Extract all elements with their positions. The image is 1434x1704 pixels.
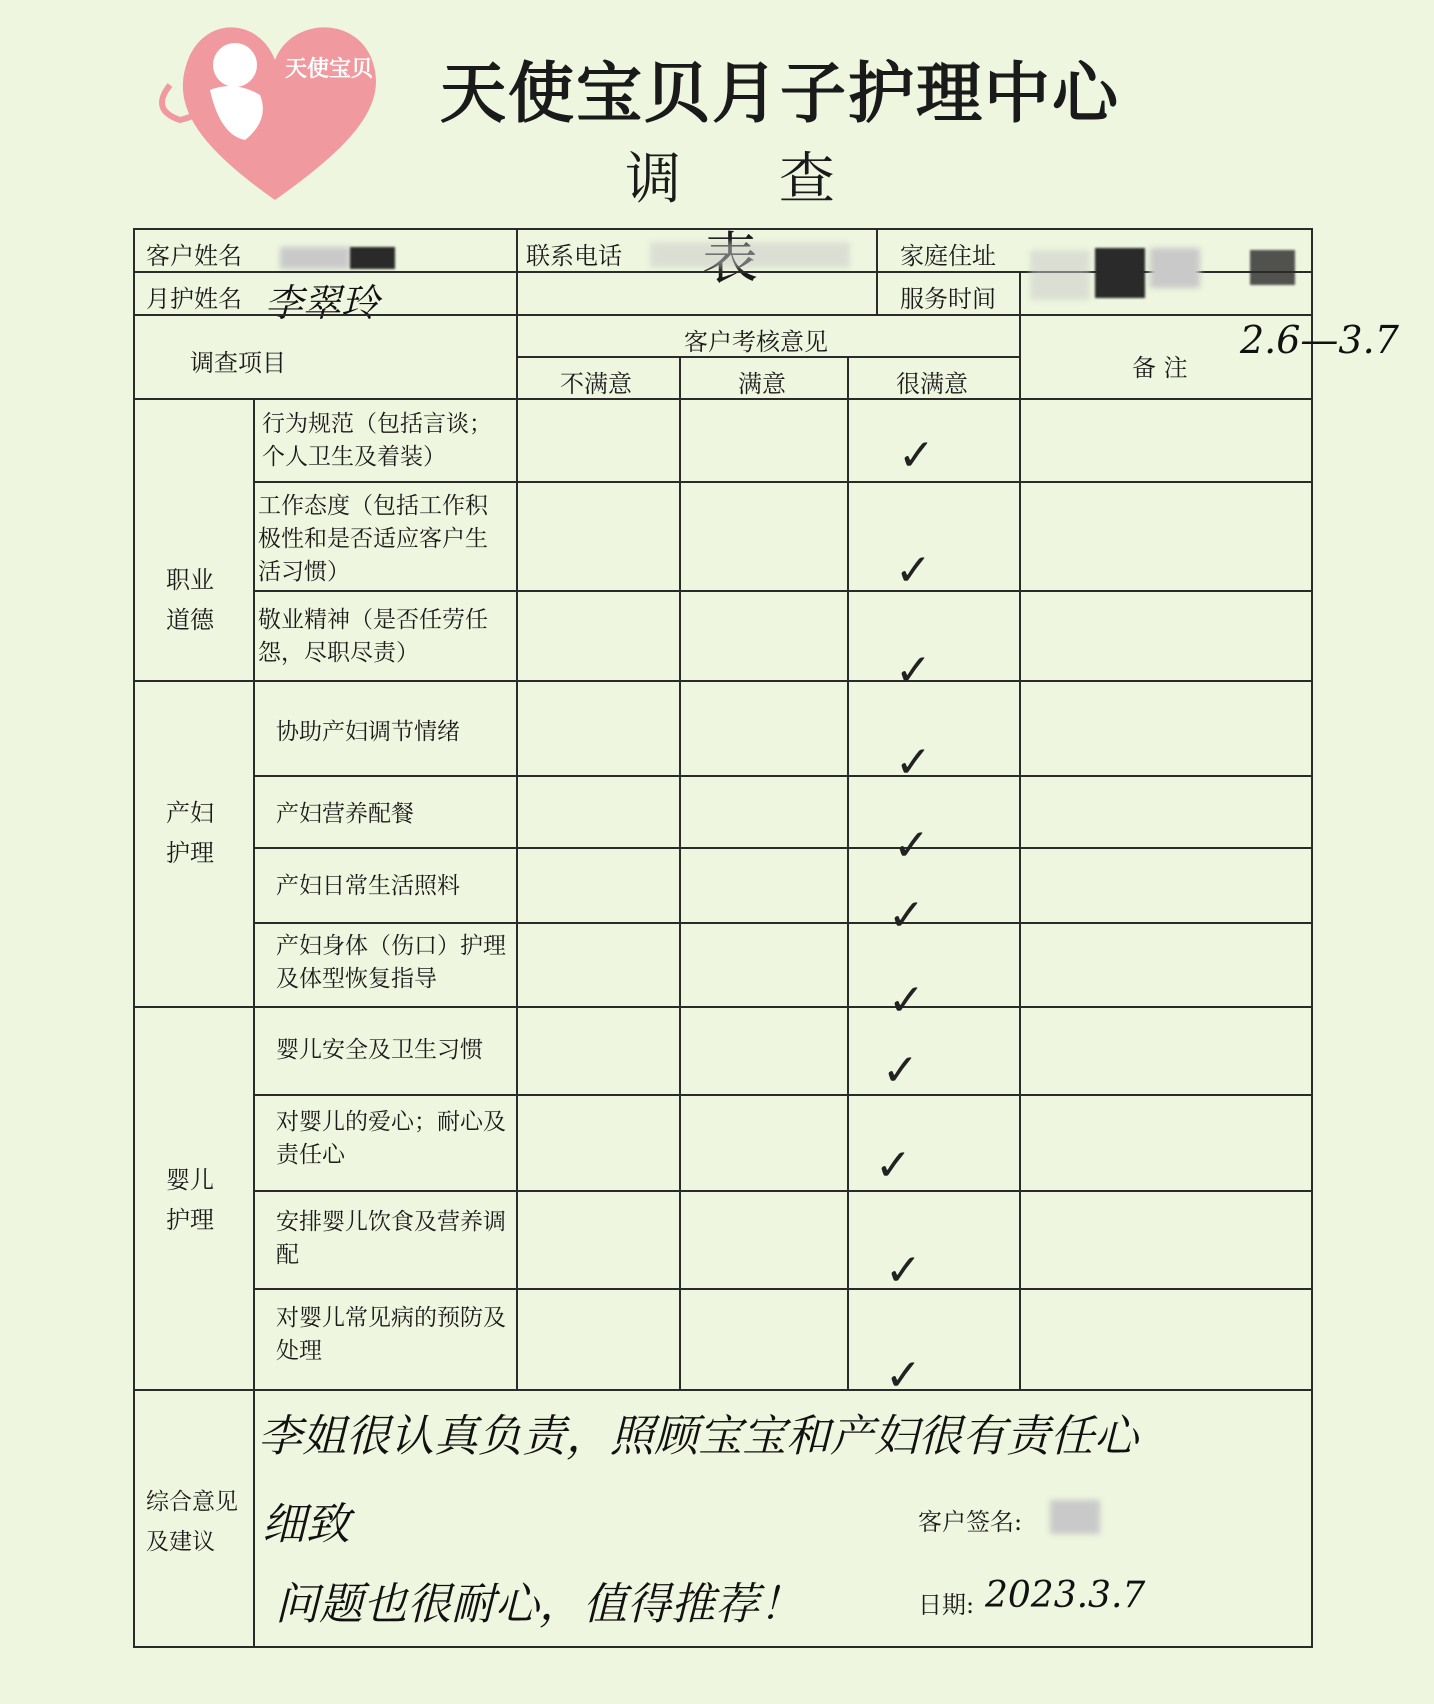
nurse-name-label: 月护姓名	[146, 285, 242, 313]
customer-name-redacted	[280, 247, 350, 269]
page-subtitle: 调 查	[625, 147, 875, 212]
col-unsatisfied: 不满意	[560, 370, 632, 398]
check-mark: ✓	[888, 890, 925, 941]
item-text: 协助产妇调节情绪	[276, 719, 460, 745]
summary-label: 综合意见及建议	[146, 1489, 238, 1555]
comment-line-3: 问题也很耐心，值得推荐！	[275, 1579, 803, 1630]
item-text: 产妇身体（伤口）护理及体型恢复指导	[276, 933, 506, 992]
logo-text: 天使宝贝	[285, 57, 374, 82]
page-title: 天使宝贝月子护理中心	[440, 55, 1120, 132]
nurse-blank-cell	[516, 271, 878, 316]
check-mark: ✓	[895, 545, 932, 596]
customer-name-redacted-dark	[350, 247, 395, 269]
col-very-satisfied: 很满意	[896, 370, 968, 398]
customer-name-label: 客户姓名	[146, 242, 242, 270]
col-divider	[847, 398, 849, 1391]
check-mark: ✓	[895, 737, 932, 788]
item-text: 对婴儿常见病的预防及处理	[276, 1305, 506, 1364]
item-text: 产妇营养配餐	[276, 801, 414, 827]
check-mark: ✓	[893, 820, 930, 871]
check-mark: ✓	[898, 430, 935, 481]
survey-items-header: 调查项目	[190, 349, 286, 377]
service-time-value: 2.6—3.7	[1240, 318, 1399, 362]
check-mark: ✓	[885, 1350, 922, 1401]
phone-redacted	[650, 242, 850, 268]
date-label: 日期:	[918, 1591, 975, 1619]
check-mark: ✓	[895, 645, 932, 696]
item-text: 婴儿安全及卫生习惯	[276, 1037, 483, 1063]
item-text: 工作态度（包括工作积极性和是否适应客户生活习惯）	[258, 493, 488, 585]
item-text: 安排婴儿饮食及营养调配	[276, 1209, 506, 1268]
check-mark: ✓	[885, 1245, 922, 1296]
remarks-header: 备 注	[1132, 354, 1188, 382]
nurse-name-value: 李翠玲	[265, 281, 380, 325]
comment-line-2: 细致	[262, 1499, 350, 1550]
signature-label: 客户签名:	[918, 1508, 1023, 1536]
opinion-group-header: 客户考核意见	[684, 328, 828, 356]
logo	[150, 10, 400, 210]
item-text: 产妇日常生活照料	[276, 873, 460, 899]
check-mark: ✓	[888, 975, 925, 1026]
check-mark: ✓	[875, 1140, 912, 1191]
col-divider	[679, 398, 681, 1391]
section-name: 产妇护理	[166, 799, 214, 867]
address-redacted-dark-1	[1095, 248, 1145, 298]
service-time-label: 服务时间	[900, 285, 996, 313]
address-label: 家庭住址	[900, 242, 996, 270]
address-redacted-dark-2	[1250, 250, 1295, 285]
date-value: 2023.3.7	[985, 1575, 1146, 1616]
section-name: 职业道德	[166, 566, 214, 634]
comment-line-1: 李姐很认真负责，照顾宝宝和产妇很有责任心	[258, 1411, 1138, 1462]
address-redacted-2	[1030, 250, 1090, 300]
col-divider	[516, 398, 518, 1391]
col-satisfied: 满意	[738, 370, 786, 398]
phone-label: 联系电话	[526, 242, 622, 270]
item-text: 行为规范（包括言谈；个人卫生及着装）	[262, 411, 492, 470]
item-text: 对婴儿的爱心；耐心及责任心	[276, 1109, 506, 1168]
section-name: 婴儿护理	[166, 1166, 214, 1234]
address-redacted-1	[1150, 248, 1200, 288]
signature-redacted	[1050, 1500, 1100, 1534]
col-divider	[1019, 398, 1021, 1391]
check-mark: ✓	[882, 1045, 919, 1096]
item-text: 敬业精神（是否任劳任怨，尽职尽责）	[258, 607, 488, 666]
